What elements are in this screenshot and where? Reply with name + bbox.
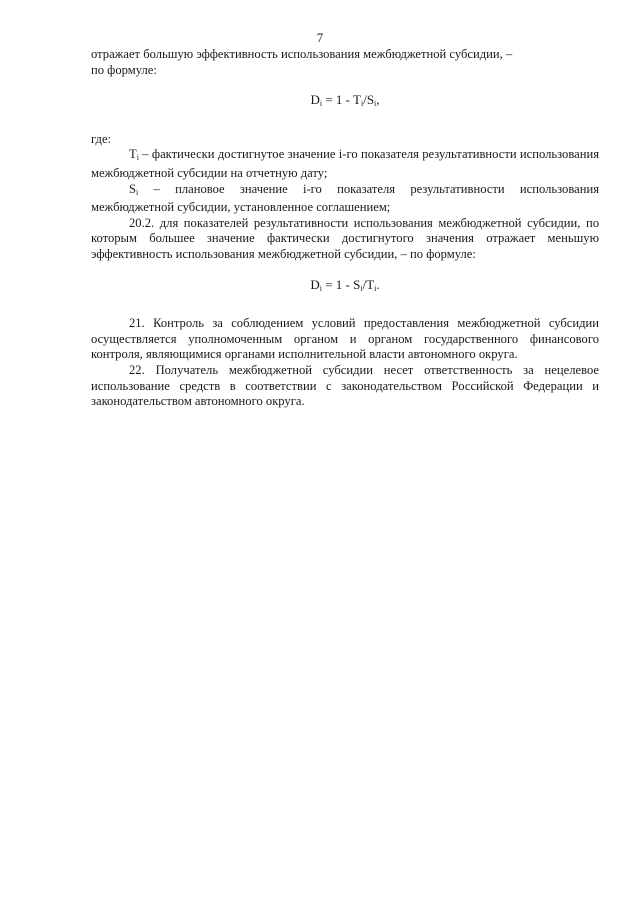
item-21: 21. Контроль за соблюдением условий предоставления межбюджетной субсидии осуществляется уполномоченным органом и органом государственного финансового контроля, являющимися органами исполнительной власти автономного округа. [91,316,599,362]
formula-2-end-sub: i [374,283,377,293]
definition-t-text: – фактически достигнутое значение i-го показателя результативности использования межбюджетной субсидии на отчетную дату; [91,147,599,180]
definition-t-sub: i [136,153,139,163]
formula-1-end-sub: i [374,99,377,109]
definition-t [91,147,599,181]
definition-s-sub: i [136,187,139,197]
intro-line-2: по формуле: [91,62,157,77]
formula-2-tail: . [376,276,380,292]
formula-1-lhs: D [310,92,320,108]
where-label: где: [91,131,112,146]
formula-2 [91,277,599,297]
formula-1-slash: /S [363,92,375,108]
item-22: 22. Получатель межбюджетной субсидии несет ответственность за нецелевое использование средств в соответствии с законодательством Российской Федерации и законодательством автономного округа. [91,362,599,409]
formula-1-mid: = 1 - T [322,92,361,108]
page-number: 7 [316,30,324,45]
formula-2-mid: = 1 - S [321,276,361,292]
definition-s-symbol: S [129,181,137,196]
formula-2-lhs: D [310,276,320,292]
formula-2-mid-sub: i [360,283,363,293]
definition-t-symbol: T [129,147,137,162]
item-20-2: 20.2. для показателей результативности использования межбюджетной субсидии, по которым большее значение фактически достигнутого значения отражает меньшую эффективность использования межбюджетной субсидии, – по формуле: [91,215,599,261]
definition-s [91,182,599,216]
formula-2-lhs-sub: i [319,283,322,293]
formula-1 [91,92,599,112]
formula-2-slash: /T [362,276,375,292]
formula-1-tail: , [376,92,380,108]
definition-s-text: – плановое значение i-го показателя результативности использования межбюджетной субсидии, установленное соглашением; [91,181,599,215]
document-body [91,47,599,410]
formula-1-lhs-sub: i [319,99,323,109]
formula-1-mid-sub: i [360,99,364,109]
intro-line-1: отражает большую эффективность использования межбюджетной субсидии, – [91,47,513,61]
